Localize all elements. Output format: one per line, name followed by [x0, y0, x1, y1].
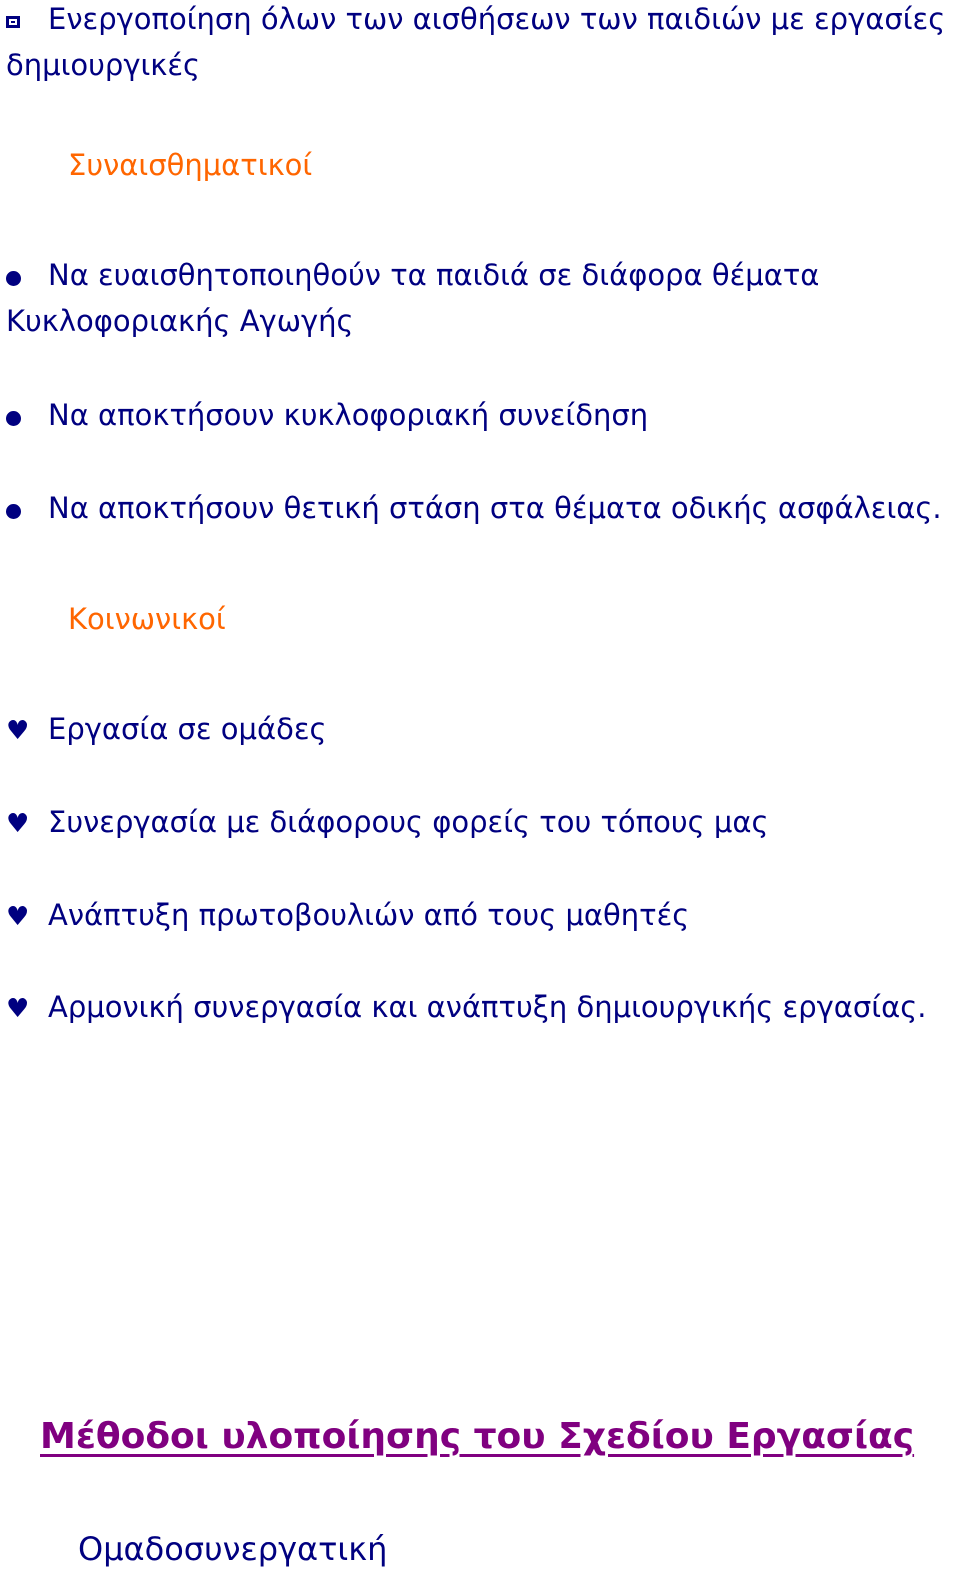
- emotional-item-text: Να ευαισθητοποιηθούν τα παιδιά σε διάφορα θέματα: [48, 258, 820, 292]
- heart-bullet-icon: ♥: [6, 994, 30, 1024]
- emotional-item-text: Να αποκτήσουν κυκλοφοριακή συνείδηση: [48, 398, 649, 432]
- social-list-item: [6, 984, 926, 1030]
- social-item-text: Αρμονική συνεργασία και ανάπτυξη δημιουργικής εργασίας.: [48, 990, 927, 1024]
- emotional-item-text-line2: Κυκλοφοριακής Αγωγής: [6, 304, 354, 338]
- social-list-item: [6, 892, 689, 938]
- emotional-item-text: Να αποκτήσουν θετική στάση στα θέματα οδικής ασφάλειας.: [48, 491, 942, 525]
- emotional-list-item: [6, 392, 648, 438]
- heart-bullet-icon: ♥: [6, 902, 30, 932]
- square-bullet-icon: [6, 0, 48, 42]
- heart-bullet-icon: ♥: [6, 716, 30, 746]
- dot-bullet-icon: [6, 392, 48, 438]
- social-heading: Κοινωνικοί: [68, 602, 226, 636]
- heart-bullet-icon: ♥: [6, 809, 30, 839]
- intro-item-text-line1: Ενεργοποίηση όλων των αισθήσεων των παιδιών με εργασίες: [48, 2, 946, 36]
- emotional-list-item: [6, 485, 942, 531]
- methods-title: Μέθοδοι υλοποίησης του Σχεδίου Εργασίας: [40, 1416, 915, 1457]
- social-list-item: [6, 706, 327, 752]
- dot-bullet-icon: [6, 252, 48, 298]
- methods-subheading: Ομαδοσυνεργατική: [78, 1530, 388, 1568]
- emotional-heading: Συναισθηματικοί: [68, 148, 313, 182]
- social-item-text: Εργασία σε ομάδες: [48, 712, 327, 746]
- social-list-item: [6, 799, 768, 845]
- emotional-list-item: [6, 252, 819, 298]
- intro-list-item: [6, 0, 945, 42]
- dot-bullet-icon: [6, 485, 48, 531]
- social-item-text: Ανάπτυξη πρωτοβουλιών από τους μαθητές: [48, 898, 690, 932]
- intro-item-text-line2: δημιουργικές: [6, 48, 201, 82]
- social-item-text: Συνεργασία με διάφορους φορείς του τόπους μας: [48, 805, 769, 839]
